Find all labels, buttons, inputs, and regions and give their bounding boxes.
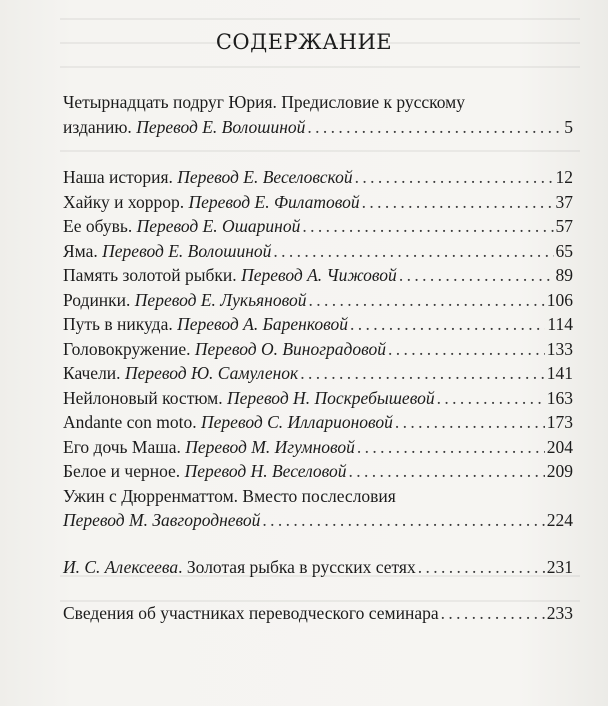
leader-dots: [399, 265, 554, 286]
entry-title: Качели.: [63, 363, 125, 383]
entry-author: И. С. Алексеева: [63, 556, 179, 577]
entry-translator: Перевод А. Чижовой: [241, 265, 397, 285]
leader-dots: [441, 603, 545, 624]
entry-title: Яма.: [63, 240, 103, 261]
entry-translator: Перевод Н. Поскребышевой: [227, 387, 435, 408]
toc-line: [63, 557, 573, 582]
entry-translator: Перевод Е. Филатовой: [188, 191, 360, 212]
page-title: СОДЕРЖАНИЕ: [215, 30, 393, 54]
page-number: 106: [546, 289, 573, 310]
leader-dots: [273, 241, 553, 262]
entry-translator: Перевод Е. Ошариной: [136, 216, 301, 236]
entry-title: Четырнадцать подруг Юрия. Предисловие к русскому: [63, 92, 466, 112]
entry-translator: Перевод М. Игумновой: [185, 436, 355, 457]
entry-title: Его дочь Маша.: [63, 436, 186, 457]
toc-line: [63, 486, 573, 511]
entry-title: Сведения об участниках переводческого семинара: [63, 603, 439, 623]
toc-line: [63, 388, 573, 413]
toc-line: [63, 117, 573, 142]
entry-translator: Перевод Е. Волошиной: [136, 116, 306, 137]
entry-title: Andante con moto.: [63, 412, 202, 432]
toc-line: [63, 314, 573, 339]
toc-line: [63, 241, 573, 266]
entry-translator: Перевод Е. Веселовской: [177, 167, 353, 187]
leader-dots: [302, 216, 553, 237]
page-number: 231: [546, 556, 573, 577]
page-number: 5: [564, 116, 573, 137]
toc-line: [63, 363, 573, 388]
leader-dots: [362, 192, 554, 213]
entry-title: Родинки.: [63, 289, 135, 310]
page-number: 12: [555, 167, 573, 187]
entry-title: Ужин с Дюрренматтом. Вместо послесловия: [63, 485, 396, 506]
page-number: 173: [546, 412, 573, 432]
entry-translator: Перевод О. Виноградовой: [194, 338, 386, 359]
toc-line: [63, 339, 573, 364]
entry-translator: Перевод А. Баренковой: [177, 314, 348, 334]
toc-line: [63, 167, 573, 192]
page-number: 224: [546, 510, 573, 530]
leader-dots: [418, 557, 545, 578]
toc-line: [63, 92, 573, 117]
table-of-contents: [63, 92, 573, 628]
leader-dots: [350, 314, 545, 335]
entry-title: Хайку и хоррор.: [63, 191, 189, 212]
leader-dots: [395, 412, 545, 433]
page-number: 141: [546, 363, 573, 383]
entry-title: изданию.: [63, 116, 137, 137]
entry-translator: Перевод Е. Волошиной: [102, 240, 272, 261]
toc-line: [63, 192, 573, 217]
toc-line: [63, 510, 573, 535]
leader-dots: [355, 167, 554, 188]
toc-line: [63, 290, 573, 315]
entry-title: Белое и черное.: [63, 461, 185, 481]
toc-line: [63, 265, 573, 290]
page-number: 65: [555, 240, 573, 261]
leader-dots: [388, 339, 545, 360]
leader-dots: [300, 363, 545, 384]
entry-translator: Перевод Ю. Самуленок: [124, 363, 299, 383]
entry-title: Ее обувь.: [63, 216, 137, 236]
toc-line: [63, 216, 573, 241]
entry-title: Нейлоновый костюм.: [63, 387, 228, 408]
page-number: 37: [555, 191, 573, 212]
entry-title: Головокружение.: [63, 338, 195, 359]
toc-line: [63, 603, 573, 628]
page-number: 204: [546, 436, 573, 457]
entry-title: Память золотой рыбки.: [63, 265, 242, 285]
leader-dots: [437, 388, 545, 409]
leader-dots: [308, 290, 544, 311]
page-number: 114: [547, 314, 573, 334]
leader-dots: [349, 461, 545, 482]
entry-title: . Золотая рыбка в русских сетях: [178, 556, 416, 577]
page-number: 163: [546, 387, 573, 408]
page-number: 133: [546, 338, 573, 359]
entry-translator: Перевод Е. Лукьяновой: [134, 289, 307, 310]
page-number: 57: [555, 216, 573, 236]
entry-translator: Перевод М. Завгородневой: [63, 510, 261, 530]
page-number: 233: [546, 603, 573, 623]
entry-translator: Перевод Н. Веселовой: [184, 461, 347, 481]
leader-dots: [357, 437, 545, 458]
entry-translator: Перевод С. Илларионовой: [201, 412, 393, 432]
toc-line: [63, 461, 573, 486]
entry-title: Путь в никуда.: [63, 314, 178, 334]
toc-line: [63, 437, 573, 462]
leader-dots: [262, 510, 544, 531]
page-number: 89: [555, 265, 573, 285]
toc-line: [63, 412, 573, 437]
leader-dots: [307, 117, 562, 138]
entry-title: Наша история.: [63, 167, 178, 187]
page-number: 209: [546, 461, 573, 481]
